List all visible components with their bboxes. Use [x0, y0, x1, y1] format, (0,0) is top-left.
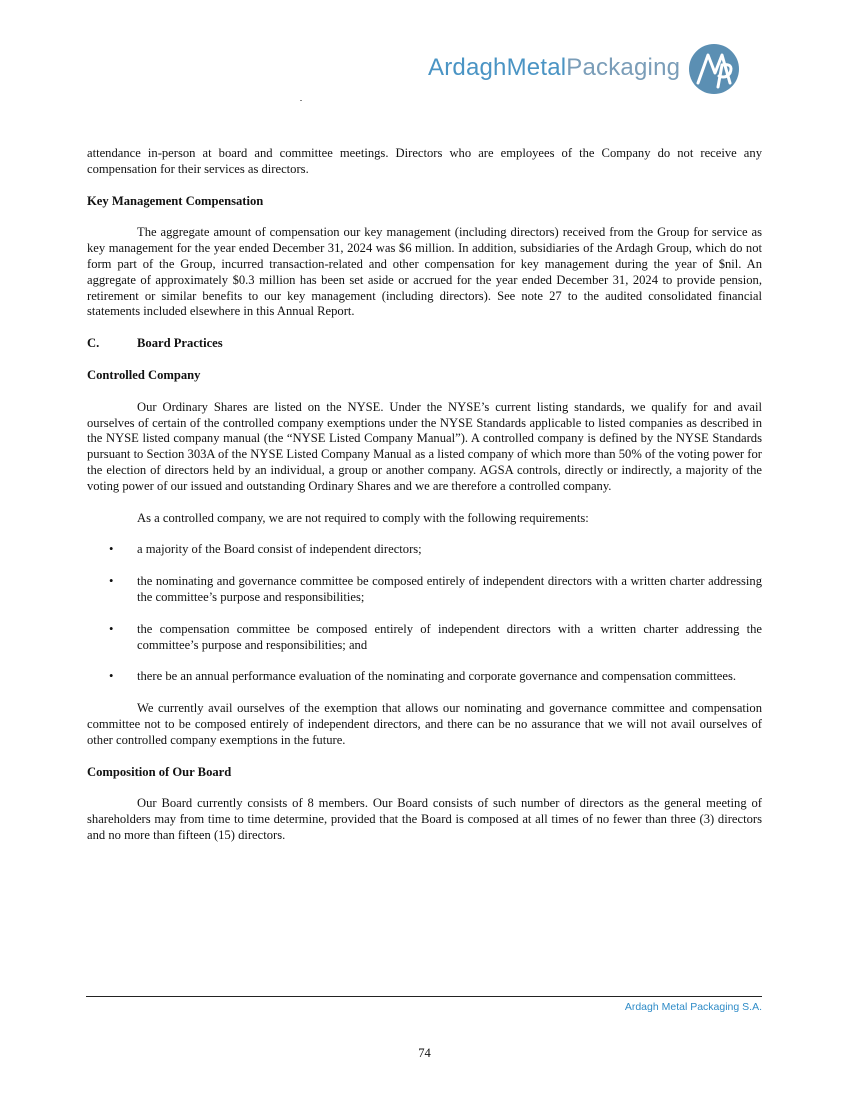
page-number: 74 [418, 1046, 431, 1060]
controlled-company-paragraph: Our Ordinary Shares are listed on the NYSE. Under the NYSE’s current listing standards, we qualify for and avail ourselves of certain of the controlled company exemptions under the NYSE Standards applicable to listed companies as described in the NYSE listed company manual (the “NYSE Listed Company Manual”). A controlled company is defined by the NYSE Standards pursuant to Section 303A of the NYSE Listed Company Manual as a listed company of which more than 50% of the voting power for the election of directors held by an individual, a group or another company. AGSA controls, directly or indirectly, a majority of the voting power of our issued and outstanding Ordinary Shares and we are therefore a controlled company. [87, 399, 762, 493]
amp-logo-icon [688, 43, 740, 95]
intro-paragraph: attendance in-person at board and committee meetings. Directors who are employees of the Company do not receive any compensation for their services as directors. [87, 146, 762, 176]
bullet-icon: • [109, 669, 114, 684]
requirements-list [87, 542, 762, 685]
list-item-text: there be an annual performance evaluation of the nominating and corporate governance and compensation committees. [137, 669, 737, 684]
key-management-paragraph: The aggregate amount of compensation our key management (including directors) received from the Group for service as key management for the year ended December 31, 2024 was $6 million. In addition, subsidiaries of the Ardagh Group, which do not form part of the Group, incurred transaction-related and other compensation for key management during the year of $nil. An aggregate of approximately $0.3 million has been set aside or accrued for the year ended December 31, 2024 to provide pension, retirement or similar benefits to our key management (including directors). See note 27 to the audited consolidated financial statements included elsewhere in this Annual Report. [87, 225, 762, 319]
composition-heading: Composition of Our Board [87, 764, 232, 779]
controlled-company-heading: Controlled Company [87, 367, 201, 382]
list-item [87, 669, 762, 685]
list-item [87, 574, 762, 606]
list-item-text: the compensation committee be composed entirely of independent directors with a written charter addressing the committee’s purpose and responsibilities; and [137, 621, 762, 652]
document-body [87, 146, 762, 844]
bullet-icon: • [109, 621, 114, 636]
logo-word-metal: Metal [506, 54, 567, 81]
list-item-text: the nominating and governance committee be composed entirely of independent directors with a written charter addressing the committee’s purpose and responsibilities; [137, 574, 762, 604]
exemption-paragraph: We currently avail ourselves of the exemption that allows our nominating and governance committee and compensation committee not to be composed entirely of independent directors, and there can be no assurance that we will not avail ourselves of other controlled company exemptions in the future. [87, 701, 762, 747]
list-item [87, 622, 762, 654]
list-item [87, 542, 762, 558]
section-letter: C. [87, 336, 100, 351]
logo-word-packaging: Packaging [566, 54, 681, 81]
logo-word-ardagh: Ardagh [428, 54, 507, 81]
company-logo [428, 54, 680, 82]
bullet-icon: • [109, 542, 114, 557]
key-management-heading: Key Management Compensation [87, 193, 264, 208]
footer-divider [86, 996, 762, 997]
bullet-icon: • [109, 574, 114, 589]
header-mark [300, 100, 302, 101]
footer-company-name: Ardagh Metal Packaging S.A. [624, 1001, 762, 1013]
composition-paragraph: Our Board currently consists of 8 members. Our Board consists of such number of directors as the general meeting of shareholders may from time to time determine, provided that the Board is composed at all times of no fewer than three (3) directors and no more than fifteen (15) directors. [87, 796, 762, 842]
requirements-intro-paragraph: As a controlled company, we are not required to comply with the following requirements: [137, 510, 589, 525]
section-c-heading [87, 336, 762, 352]
list-item-text: a majority of the Board consist of independent directors; [137, 542, 422, 557]
logo-wordmark [428, 54, 680, 82]
section-title: Board Practices [137, 336, 223, 351]
